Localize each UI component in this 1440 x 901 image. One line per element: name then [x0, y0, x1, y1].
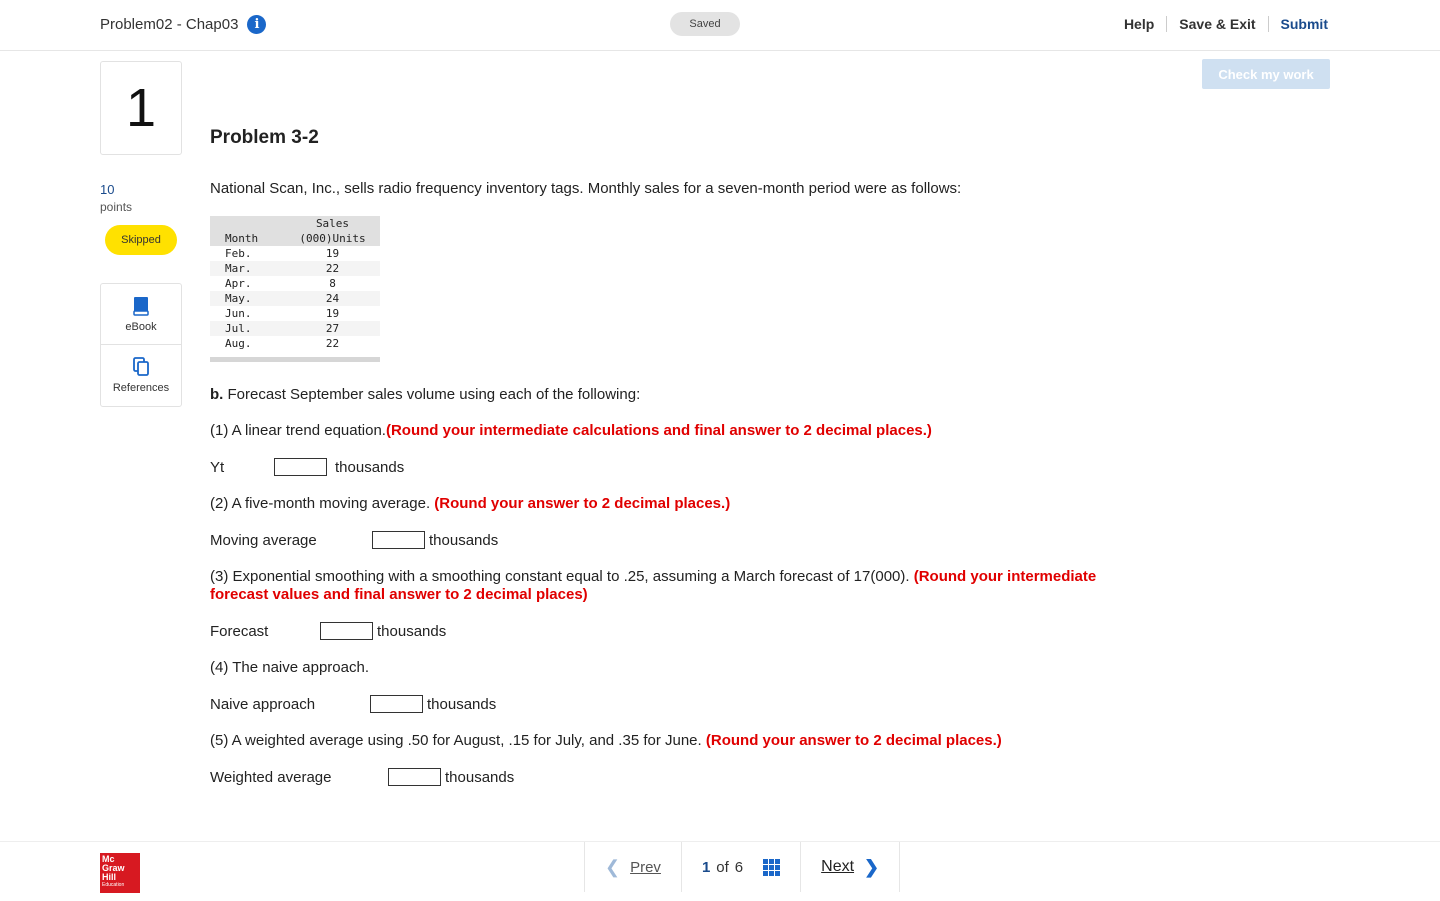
footer: [0, 841, 1440, 901]
submit-link[interactable]: Submit: [1268, 16, 1328, 32]
problem-intro: National Scan, Inc., sells radio frequency inventory tags. Monthly sales for a seven-month period were as follows:: [210, 180, 962, 197]
answer-5-unit: thousands: [445, 768, 515, 786]
moving-average-input[interactable]: [372, 531, 425, 549]
next-button[interactable]: [800, 842, 900, 892]
table-row: Jun. 19: [225, 307, 340, 320]
table-row: Mar. 22: [210, 261, 380, 276]
answer-row-3: [210, 621, 446, 641]
table-row: Jul. 27: [210, 321, 380, 336]
naive-approach-input[interactable]: [370, 695, 423, 713]
answer-row-1: [210, 457, 404, 477]
question-number: 1: [100, 61, 182, 155]
help-link[interactable]: Help: [1123, 16, 1155, 32]
answer-4-unit: thousands: [427, 695, 497, 713]
top-links: [1112, 16, 1328, 32]
question-1-prompt: (1) A linear trend equation.(Round your intermediate calculations and final answer to 2 decimal places.): [210, 422, 932, 439]
table-row: Aug. 22: [225, 337, 340, 350]
question-3-prompt: (3) Exponential smoothing with a smoothing constant equal to .25, assuming a March forecast of 17(000). (Round your intermediate: [210, 568, 1097, 585]
sales-table: [210, 216, 380, 351]
answer-4-label: Naive approach: [210, 695, 316, 713]
tools-panel: [100, 283, 182, 407]
points-value: 10: [100, 182, 115, 197]
ebook-label: eBook: [125, 320, 157, 333]
month-column-header: Month: [210, 231, 285, 246]
ebook-button[interactable]: [101, 284, 181, 344]
chevron-right-icon: ❯: [864, 856, 880, 877]
question-2-prompt: (2) A five-month moving average. (Round your answer to 2 decimal places.): [210, 495, 731, 512]
table-row: Feb. 19: [225, 247, 340, 260]
answer-3-label: Forecast: [210, 622, 269, 640]
problem-title: Problem 3-2: [210, 127, 319, 148]
chevron-left-icon: ❮: [605, 856, 621, 877]
answer-2-label: Moving average: [210, 531, 317, 549]
weighted-average-input[interactable]: [388, 768, 441, 786]
next-label: Next: [821, 858, 855, 875]
question-5-instruction: (Round your answer to 2 decimal places.): [705, 732, 1002, 749]
current-page: 1: [701, 858, 711, 876]
answer-1-label: Yt: [210, 458, 225, 476]
answer-row-5: [210, 767, 514, 787]
question-2-instruction: (Round your answer to 2 decimal places.): [434, 495, 731, 512]
question-3-instruction-cont: forecast values and final answer to 2 decimal places): [210, 586, 588, 603]
references-button[interactable]: [101, 344, 181, 405]
question-1-instruction: (Round your intermediate calculations and final answer to 2 decimal places.): [385, 422, 932, 439]
table-divider: [210, 357, 380, 362]
question-4-prompt: (4) The naive approach.: [210, 659, 369, 676]
saved-status-badge: Saved: [670, 12, 740, 36]
part-b-prompt: b. Forecast September sales volume using each of the following:: [210, 386, 641, 403]
grid-icon: [763, 859, 780, 876]
page-indicator[interactable]: [681, 842, 800, 892]
pagination: [584, 842, 900, 892]
total-pages: 6: [734, 858, 744, 876]
assignment-title-area: [100, 15, 266, 34]
part-b-letter: b.: [210, 386, 224, 403]
save-exit-link[interactable]: Save & Exit: [1166, 16, 1267, 32]
forecast-input[interactable]: [320, 622, 373, 640]
info-icon[interactable]: i: [247, 15, 266, 34]
references-label: References: [112, 381, 170, 394]
mcgraw-hill-logo: Mc Graw Hill Education: [100, 853, 140, 893]
answer-row-2: [210, 530, 498, 550]
top-bar: [0, 0, 1440, 51]
check-my-work-button[interactable]: Check my work: [1202, 59, 1330, 89]
copy-icon: [132, 357, 150, 377]
units-column-header: (000)Units: [285, 231, 380, 246]
answer-3-unit: thousands: [377, 622, 447, 640]
prev-button[interactable]: [584, 842, 681, 892]
linear-trend-input[interactable]: [274, 458, 327, 476]
table-row: Apr. 8: [225, 277, 336, 290]
answer-5-label: Weighted average: [210, 768, 332, 786]
page-of: of: [716, 858, 729, 876]
table-row: May. 24: [210, 291, 380, 306]
book-icon: [132, 296, 150, 316]
points-label: points: [100, 200, 133, 214]
answer-1-unit: thousands: [335, 458, 405, 476]
skipped-status-badge: Skipped: [105, 225, 177, 255]
question-3-instruction: (Round your intermediate: [913, 568, 1097, 585]
answer-2-unit: thousands: [429, 531, 499, 549]
answer-row-4: [210, 694, 496, 714]
sales-header: Sales: [285, 216, 380, 231]
question-5-prompt: (5) A weighted average using .50 for August, .15 for July, and .35 for June. (Round your answer to 2 decimal places.): [210, 732, 1002, 749]
assignment-title: Problem02 - Chap03: [100, 16, 239, 33]
prev-label: Prev: [630, 858, 661, 876]
